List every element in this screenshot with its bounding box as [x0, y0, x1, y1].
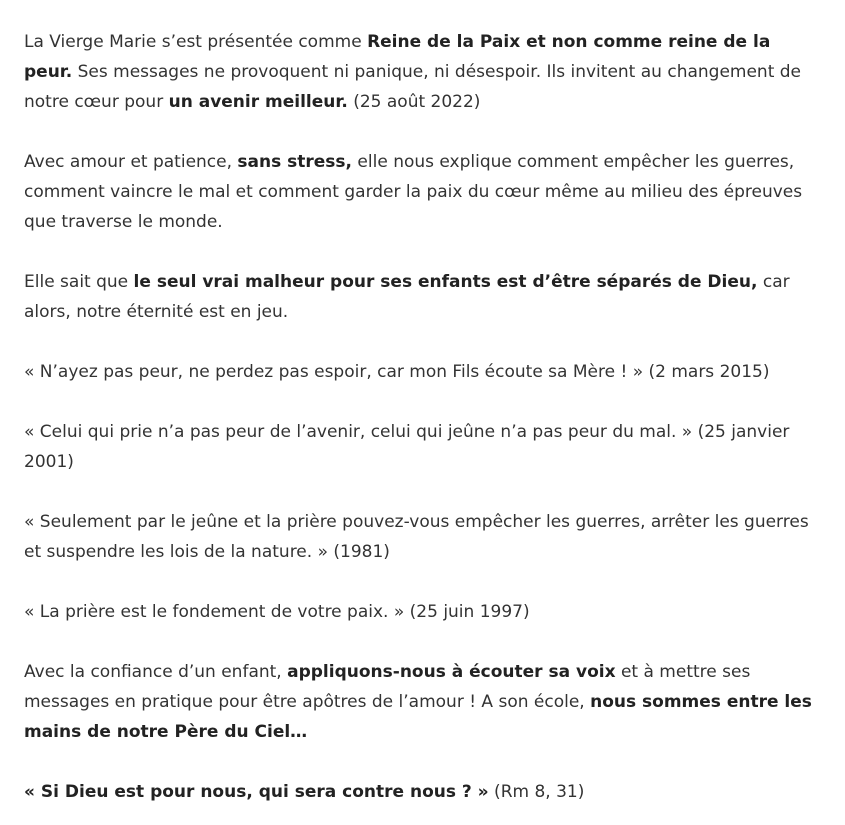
text-segment: Avec la confiance d’un enfant,: [24, 662, 288, 682]
text-segment: Ses messages ne provoquent ni panique, ni désespoir. Ils invitent au changement de notre cœur pour: [24, 62, 802, 112]
bold-segment: sans stress,: [237, 152, 353, 172]
paragraph-reine-de-la-paix: [24, 27, 824, 117]
bold-segment: un avenir meilleur.: [168, 92, 348, 112]
text-segment: Avec amour et patience,: [24, 152, 238, 172]
text-segment: et à mettre ses messages en pratique pour être apôtres de l’amour ! A son école,: [24, 662, 751, 712]
quote-text: « Celui qui prie n’a pas peur de l’avenir, celui qui jeûne n’a pas peur du mal. » (25 janvier 2001): [24, 422, 790, 472]
bold-segment: Reine de la Paix et non comme reine de la peur.: [24, 32, 771, 82]
text-segment: elle nous explique comment empêcher les guerres, comment vaincre le mal et comment garder la paix du cœur même au milieu des épreuves que traverse le monde.: [24, 152, 803, 232]
paragraph-amour-et-patience: [24, 147, 824, 237]
article-body: [24, 27, 824, 807]
text-segment: car alors, notre éternité est en jeu.: [24, 272, 790, 322]
bold-segment: le seul vrai malheur pour ses enfants est d’être séparés de Dieu,: [133, 272, 758, 292]
quote-text: « Seulement par le jeûne et la prière pouvez-vous empêcher les guerres, arrêter les guerres et suspendre les lois de la nature. » (1981): [24, 512, 809, 562]
quote-nayez-pas-peur: [24, 357, 824, 387]
text-segment: La Vierge Marie s’est présentée comme: [24, 32, 368, 52]
quote-text: « N’ayez pas peur, ne perdez pas espoir, car mon Fils écoute sa Mère ! » (2 mars 2015): [24, 362, 770, 382]
paragraph-confiance-enfant: [24, 657, 824, 747]
bold-segment: nous sommes entre les mains de notre Père du Ciel…: [24, 692, 812, 742]
bold-segment: appliquons-nous à écouter sa voix: [287, 662, 616, 682]
quote-si-dieu-est-pour-nous: [24, 777, 824, 807]
quote-fondement-de-la-paix: [24, 597, 824, 627]
quote-jeune-et-priere: [24, 507, 824, 567]
quote-celui-qui-prie: [24, 417, 824, 477]
quote-text: « La prière est le fondement de votre paix. » (25 juin 1997): [24, 602, 530, 622]
paragraph-seul-vrai-malheur: [24, 267, 824, 327]
date-reference: (25 août 2022): [347, 92, 481, 112]
bold-segment: « Si Dieu est pour nous, qui sera contre nous ? »: [24, 782, 489, 802]
text-segment: Elle sait que: [24, 272, 134, 292]
scripture-reference: (Rm 8, 31): [488, 782, 585, 802]
